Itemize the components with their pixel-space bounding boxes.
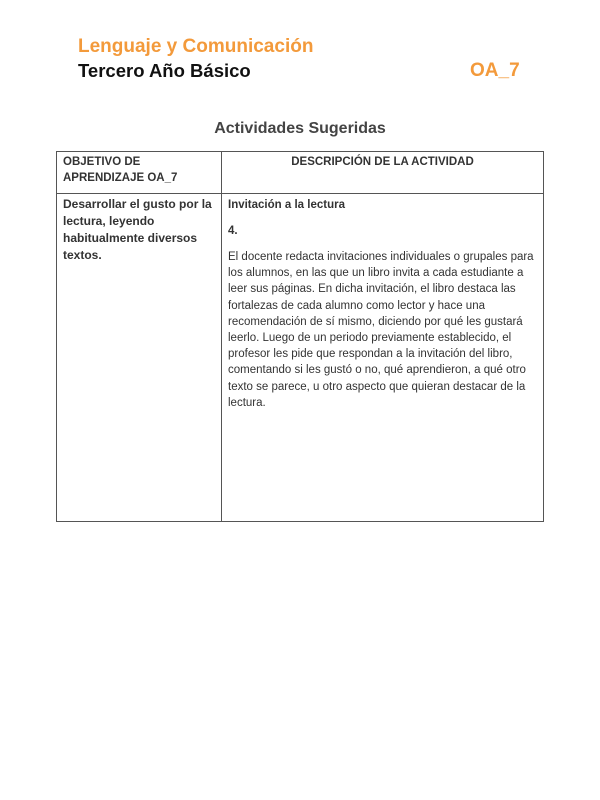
subject-title: Lenguaje y Comunicación	[78, 36, 314, 57]
table-header-row	[57, 152, 544, 194]
column-header-description: DESCRIPCIÓN DE LA ACTIVIDAD	[222, 152, 544, 194]
objective-text: Desarrollar el gusto por la lectura, leyendo habitualmente diversos textos.	[63, 197, 212, 262]
section-title: Actividades Sugeridas	[214, 120, 386, 137]
activity-description: El docente redacta invitaciones individuales o grupales para los alumnos, en las que un libro invita a cada estudiante a leer sus páginas. En dicha invitación, el libro destaca las fortalezas de cada alumno como lector y hace una recomendación de sí mismo, diciendo por qué les gustará leerlo. Luego de un periodo previamente establecido, el profesor les pide que respondan a la invitación del libro, comentando si les gustó o no, qué aprendieron, a qué otro texto se parece, u otro aspecto que quieran destacar de la lectura.	[228, 251, 534, 409]
objective-code: OA_7	[470, 60, 520, 81]
activities-table	[56, 151, 544, 522]
objective-cell	[57, 194, 222, 522]
description-cell	[222, 194, 544, 522]
activity-title: Invitación a la lectura	[228, 199, 345, 211]
activity-number: 4.	[228, 225, 238, 237]
grade-level: Tercero Año Básico	[78, 60, 251, 81]
column-header-objective: OBJETIVO DE APRENDIZAJE OA_7	[57, 152, 222, 194]
table-row	[57, 194, 544, 522]
